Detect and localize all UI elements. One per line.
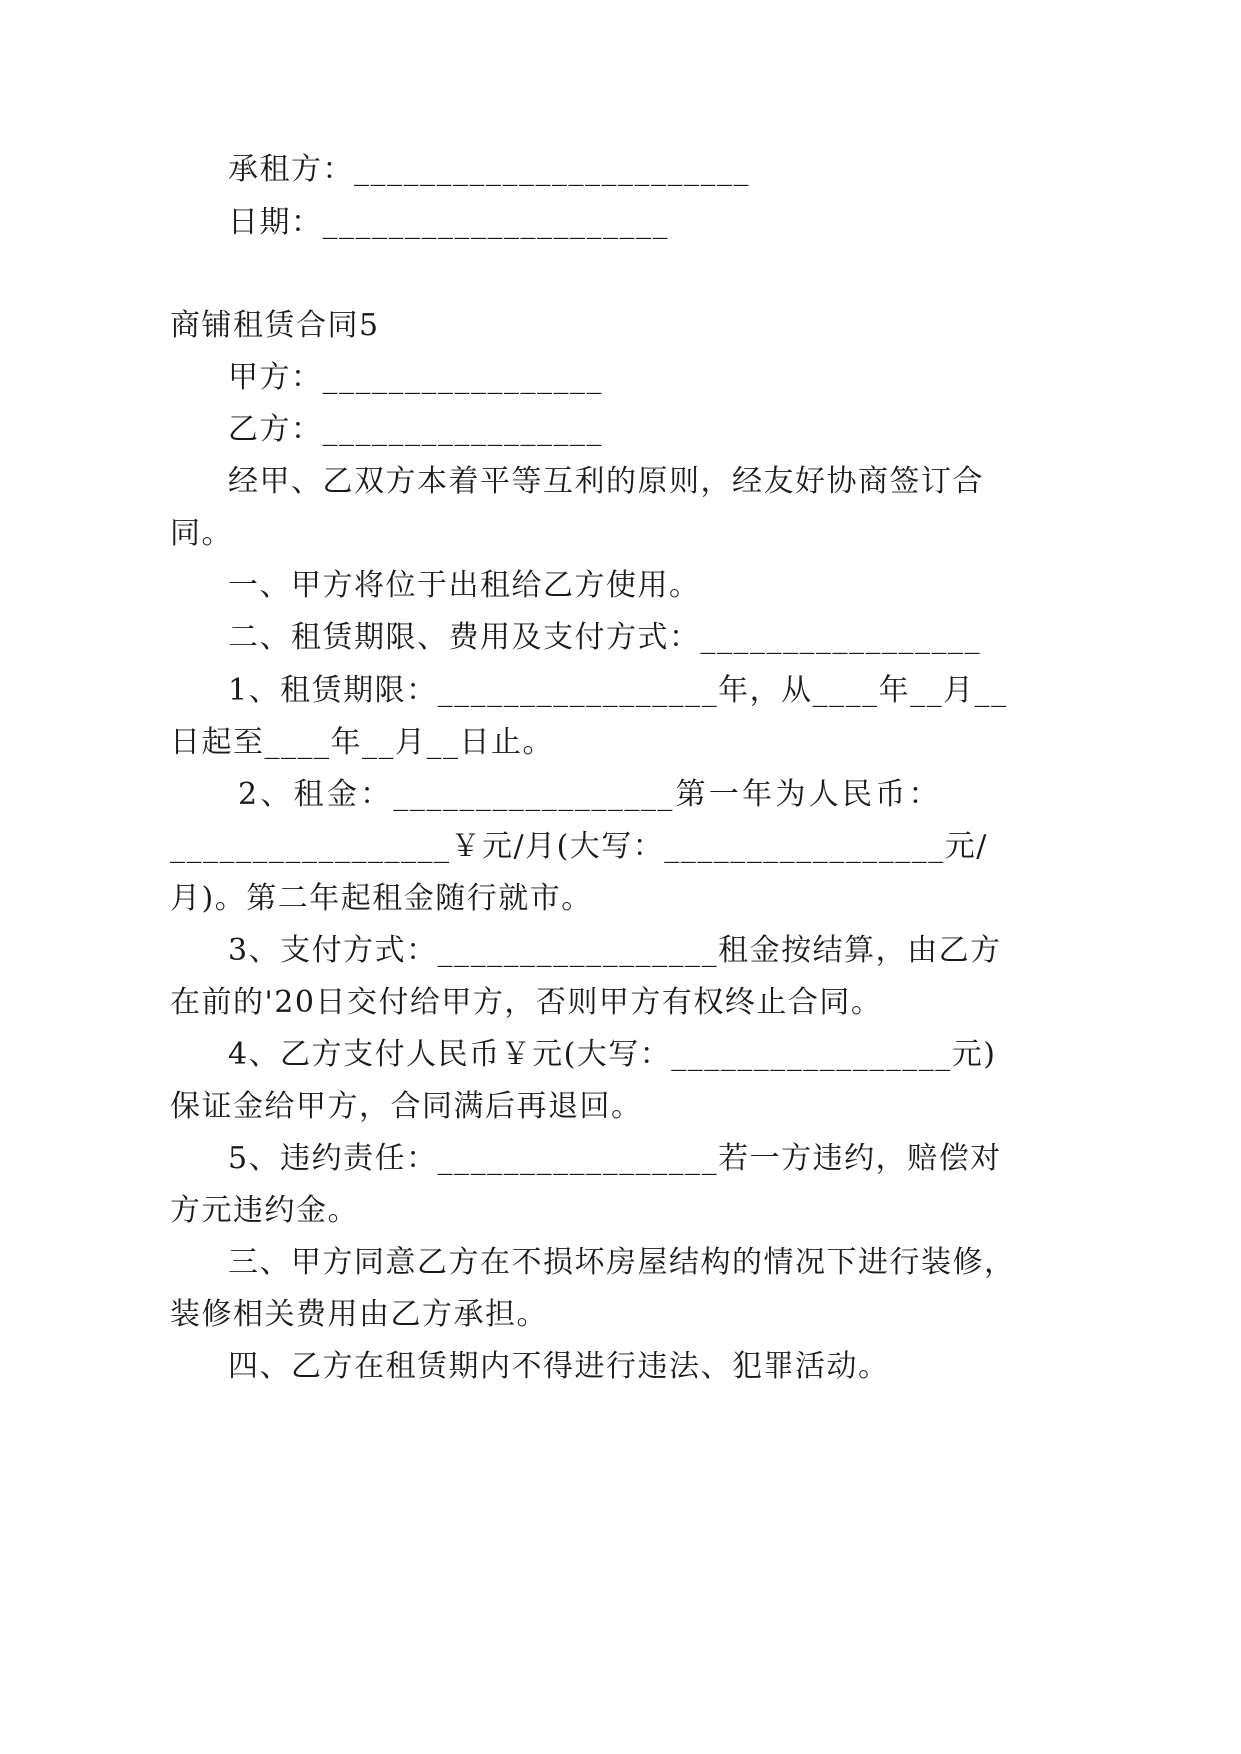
clause-1: 一、甲方将位于出租给乙方使用。 bbox=[228, 568, 701, 603]
item-3-payment-cont: 在前的'20日交付给甲方，否则甲方有权终止合同。 bbox=[170, 985, 883, 1020]
item-1-lease-term: 1、租赁期限：_________________年，从____年__月__ bbox=[228, 673, 1008, 708]
item-5-liability: 5、违约责任：_________________若一方违约，赔偿对 bbox=[228, 1141, 1002, 1176]
clause-3: 三、甲方同意乙方在不损坏房屋结构的情况下进行装修， bbox=[228, 1245, 1016, 1280]
item-2-rent: 2、租金：_________________第一年为人民币： bbox=[238, 777, 940, 812]
contract-title: 商铺租赁合同5 bbox=[170, 308, 380, 343]
party-b-line: 乙方：_________________ bbox=[228, 412, 603, 447]
lessee-signature-line: 承租方：________________________ bbox=[228, 152, 750, 187]
item-1-lease-term-cont: 日起至____年__月__日止。 bbox=[170, 725, 554, 760]
item-4-deposit: 4、乙方支付人民币￥元(大写：_________________元) bbox=[228, 1037, 997, 1072]
preamble-paragraph-cont: 同。 bbox=[170, 516, 233, 551]
item-2-rent-cont: _________________￥元/月(大写：_________________元/ bbox=[170, 829, 988, 864]
item-2-rent-cont-2: 月)。第二年起租金随行就市。 bbox=[170, 881, 593, 916]
clause-2-heading: 二、租赁期限、费用及支付方式：_________________ bbox=[228, 620, 981, 655]
clause-3-cont: 装修相关费用由乙方承担。 bbox=[170, 1297, 548, 1332]
clause-4: 四、乙方在租赁期内不得进行违法、犯罪活动。 bbox=[228, 1349, 890, 1384]
item-5-liability-cont: 方元违约金。 bbox=[170, 1193, 359, 1228]
preamble-paragraph: 经甲、乙双方本着平等互利的原则，经友好协商签订合 bbox=[228, 464, 984, 499]
party-a-line: 甲方：_________________ bbox=[228, 360, 603, 395]
item-3-payment: 3、支付方式：_________________租金按结算，由乙方 bbox=[228, 933, 1002, 968]
item-4-deposit-cont: 保证金给甲方，合同满后再退回。 bbox=[170, 1089, 643, 1124]
date-line: 日期：_____________________ bbox=[228, 205, 669, 240]
